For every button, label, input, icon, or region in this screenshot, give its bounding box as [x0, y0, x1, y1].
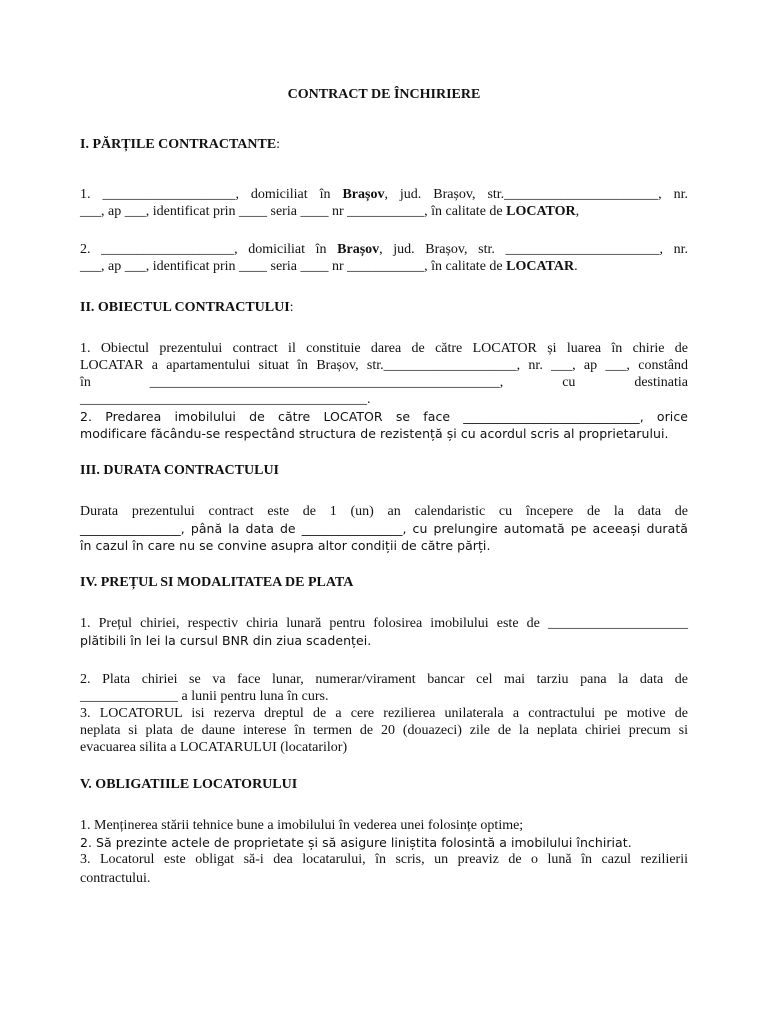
paragraph-line	[80, 258, 688, 275]
paragraph-line: 3. LOCATORUL isi rezerva dreptul de a cere rezilierea unilaterala a contractului pe motive de	[80, 706, 688, 721]
section-heading-object	[80, 299, 688, 316]
section-heading-parties	[80, 136, 688, 153]
paragraph-line: Durata prezentului contract este de 1 (un) an calendaristic cu începere de la data de	[80, 504, 688, 519]
object-paragraph-1	[80, 340, 688, 408]
paragraph-line	[80, 186, 688, 203]
heading-colon: :	[276, 137, 281, 152]
text-run: 2. ___________________, domiciliat în	[80, 242, 338, 257]
price-paragraph-1	[80, 615, 688, 649]
paragraph-line: ______________ a lunii pentru luna în curs.	[80, 689, 329, 704]
text-run: ___, ap ___, identificat prin ____ seria ____ nr ___________, în calitate de	[80, 259, 507, 274]
paragraph-line: evacuarea silita a LOCATARULUI (locatarilor)	[80, 740, 348, 755]
text-run: , jud. Brașov, str.______________________, nr.	[384, 187, 689, 202]
paragraph-line: plătibili în lei la cursul BNR din ziua scadenței.	[80, 633, 372, 648]
section-heading-obligations: V. OBLIGATIILE LOCATORULUI	[80, 777, 298, 792]
section-heading-text: II. OBIECTUL CONTRACTULUI	[80, 300, 290, 315]
party-locator-paragraph	[80, 186, 688, 220]
list-item-continuation: contractului.	[80, 871, 151, 886]
document-title: CONTRACT DE ÎNCHIRIERE	[287, 87, 481, 102]
list-item: 1. Menținerea stării tehnice bune a imobilului în vederea unei folosințe optime;	[80, 818, 524, 833]
paragraph-line: _________________________________________.	[80, 392, 371, 407]
paragraph-line: neplata si plata de daune interese în termen de 20 (douazeci) zile de la neplata chiriei precum si	[80, 723, 688, 738]
paragraph-line	[80, 203, 688, 220]
role-bold: LOCATAR	[506, 259, 575, 274]
text-run: ___, ap ___, identificat prin ____ seria ____ nr ___________, în calitate de	[80, 204, 507, 219]
list-item: 3. Locatorul este obligat să-i dea locatarului, în scris, un preaviz de o lună în cazul rezilierii	[80, 852, 688, 867]
text-run: 1. ___________________, domiciliat în	[80, 187, 343, 202]
party-locatar-paragraph	[80, 241, 688, 275]
section-heading-price: IV. PREȚUL SI MODALITATEA DE PLATA	[80, 575, 354, 590]
paragraph-line	[80, 241, 688, 258]
price-paragraph-3	[80, 705, 688, 756]
paragraph-line: în __________________________________________________, cu destinatia	[80, 375, 688, 390]
obligations-list	[80, 817, 688, 887]
paragraph-line: în cazul în care nu se convine asupra altor condiții de către părți.	[80, 538, 491, 553]
section-heading-duration: III. DURATA CONTRACTULUI	[80, 463, 280, 478]
object-paragraph-2	[80, 408, 688, 442]
text-run: , jud. Brașov, str. ______________________, nr.	[379, 242, 688, 257]
text-run: .	[574, 259, 578, 274]
role-bold: LOCATOR	[506, 204, 576, 219]
paragraph-line: modificare făcându-se respectând structura de rezistență și cu acordul scris al proprietarului.	[80, 426, 669, 441]
city-bold: Brașov	[342, 187, 385, 202]
section-heading-text: I. PĂRȚILE CONTRACTANTE	[80, 137, 277, 152]
list-item: 2. Să prezinte actele de proprietate și să asigure liniștita folosintă a imobilului închiriat.	[80, 835, 632, 850]
paragraph-line: ________________, până la data de ________________, cu prelungire automată pe aceeași durată	[80, 521, 688, 536]
city-bold: Brașov	[337, 242, 380, 257]
paragraph-line: 2. Plata chiriei se va face lunar, numerar/virament bancar cel mai tarziu pana la data de	[80, 672, 688, 687]
paragraph-line: LOCATAR a apartamentului situat în Brașov, str.___________________, nr. ___, ap ___, constând	[80, 358, 688, 373]
heading-colon: :	[289, 300, 294, 315]
duration-paragraph	[80, 503, 688, 554]
price-paragraph-2	[80, 671, 688, 705]
paragraph-line: 2. Predarea imobilului de către LOCATOR se face ____________________________, orice	[80, 409, 688, 424]
paragraph-line: 1. Prețul chiriei, respectiv chiria lunară pentru folosirea imobilului este de ____________________	[80, 616, 688, 631]
text-run: ,	[575, 204, 580, 219]
paragraph-line: 1. Obiectul prezentului contract il constituie darea de către LOCATOR și luarea în chirie de	[80, 341, 688, 356]
